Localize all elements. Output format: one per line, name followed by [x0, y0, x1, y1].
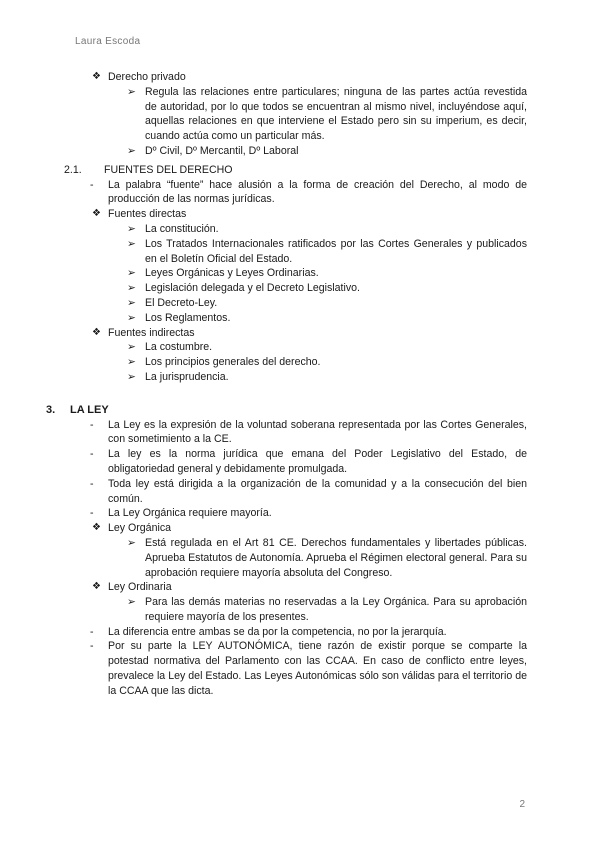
- dash-bullet-icon: -: [90, 178, 94, 191]
- dash-point: [90, 178, 527, 208]
- dash-bullet-icon: -: [90, 418, 94, 431]
- subsection-number: 2.1.: [64, 163, 82, 176]
- dash-point: [90, 447, 527, 477]
- bullet-fuentes-directas: [92, 207, 526, 222]
- arrow-bullet-icon: ➢: [127, 536, 136, 549]
- arrow-bullet-icon: ➢: [127, 356, 136, 369]
- sub-bullet: [127, 296, 527, 311]
- diamond-bullet-icon: ❖: [92, 522, 101, 534]
- sub-bullet: [127, 311, 527, 326]
- dash-point-text: Toda ley está dirigida a la organización de la comunidad y a la consecución del bien común.: [108, 477, 527, 505]
- dash-bullet-icon: -: [90, 625, 94, 638]
- sub-bullet: [127, 370, 527, 385]
- arrow-bullet-icon: ➢: [127, 282, 136, 295]
- bullet-derecho-privado: [92, 70, 526, 85]
- sub-bullet: [127, 266, 527, 281]
- dash-point-text: La Ley Orgánica requiere mayoría.: [108, 507, 272, 520]
- dash-point-text: La palabra “fuente” hace alusión a la forma de creación del Derecho, al modo de producción de las normas jurídicas.: [108, 178, 527, 206]
- page-number: 2: [519, 799, 525, 810]
- section-number: 3.: [46, 403, 56, 416]
- sub-bullet-text: La costumbre.: [145, 341, 213, 354]
- dash-bullet-icon: -: [90, 507, 94, 520]
- sub-bullet: [127, 144, 527, 159]
- bullet-title: Fuentes directas: [108, 208, 187, 221]
- sub-bullet: [127, 222, 527, 237]
- dash-point: [90, 639, 527, 698]
- section-heading: [46, 403, 600, 418]
- sub-bullet: [127, 85, 527, 144]
- sub-bullet: [127, 237, 527, 267]
- document-body: [0, 70, 600, 699]
- dash-point: [90, 506, 527, 521]
- sub-bullet-text: Para las demás materias no reservadas a la Ley Orgánica. Para su aprobación requiere mayoría de los presentes.: [145, 596, 527, 623]
- sub-bullet-text: Legislación delegada y el Decreto Legislativo.: [145, 282, 360, 295]
- dash-point-text: La Ley es la expresión de la voluntad soberana representada por las Cortes Generales, con sometimiento a la CE.: [108, 418, 527, 446]
- arrow-bullet-icon: ➢: [127, 370, 136, 383]
- subsection-title: FUENTES DEL DERECHO: [104, 163, 233, 176]
- arrow-bullet-icon: ➢: [127, 144, 136, 157]
- diamond-bullet-icon: ❖: [92, 71, 101, 82]
- sub-bullet-text: El Decreto-Ley.: [145, 296, 218, 309]
- sub-bullet-text: Los Tratados Internacionales ratificados por las Cortes Generales y publicados en el Boletín Oficial del Estado.: [145, 237, 527, 265]
- sub-bullet: [127, 536, 527, 580]
- bullet-fuentes-indirectas: [92, 326, 526, 341]
- sub-bullet-text: Leyes Orgánicas y Leyes Ordinarias.: [145, 267, 319, 280]
- sub-bullet: [127, 340, 527, 355]
- page-header-author: Laura Escoda: [75, 36, 141, 47]
- sub-bullet-text: Los Reglamentos.: [145, 311, 231, 324]
- bullet-ley-organica: [92, 521, 526, 536]
- sub-bullet-text: La jurisprudencia.: [145, 370, 229, 383]
- dash-bullet-icon: -: [90, 477, 94, 490]
- sub-bullet-text: Los principios generales del derecho.: [145, 356, 321, 369]
- arrow-bullet-icon: ➢: [127, 341, 136, 354]
- sub-bullet-text: La constitución.: [145, 222, 219, 235]
- arrow-bullet-icon: ➢: [127, 596, 136, 609]
- sub-bullet-text: Regula las relaciones entre particulares; ninguna de las partes actúa revestida de autoridad, por lo que todos se encuentran al mismo nivel, incluyéndose aquí, aquellas relaciones en que interviene el Estado pero sin su imperium, es decir, cuando actúa como un particular más.: [145, 85, 527, 143]
- arrow-bullet-icon: ➢: [127, 311, 136, 324]
- dash-bullet-icon: -: [90, 640, 94, 653]
- dash-point-text: La diferencia entre ambas se da por la competencia, no por la jerarquía.: [108, 625, 447, 638]
- arrow-bullet-icon: ➢: [127, 267, 136, 280]
- arrow-bullet-icon: ➢: [127, 296, 136, 309]
- dash-point: [90, 418, 527, 448]
- dash-bullet-icon: -: [90, 448, 94, 461]
- dash-point-text: Por su parte la LEY AUTONÓMICA, tiene razón de existir porque se comparte la potestad normativa del Parlamento con las CCAA. En caso de conflicto entre leyes, prevalece la Ley del Estado. Las Leyes Autonómicas sólo son válidas para el territorio de la CCAA que las dicta.: [108, 640, 527, 697]
- section-title: LA LEY: [70, 403, 109, 416]
- diamond-bullet-icon: ❖: [92, 581, 101, 593]
- bullet-title: Fuentes indirectas: [108, 326, 195, 339]
- arrow-bullet-icon: ➢: [127, 85, 136, 98]
- sub-bullet-text: Está regulada en el Art 81 CE. Derechos fundamentales y libertades públicas. Aprueba Estatutos de Autonomía. Aprueba el Régimen electoral general. Para su aprobación requiere mayoría absoluta del Congreso.: [145, 536, 527, 579]
- arrow-bullet-icon: ➢: [127, 222, 136, 235]
- sub-bullet: [127, 595, 527, 625]
- bullet-title: Ley Orgánica: [108, 522, 172, 535]
- sub-bullet: [127, 355, 527, 370]
- sub-bullet-text: Dº Civil, Dº Mercantil, Dº Laboral: [145, 144, 299, 157]
- dash-point-text: La ley es la norma jurídica que emana del Poder Legislativo del Estado, de obligatoriedad general y debidamente promulgada.: [108, 448, 527, 475]
- bullet-title: Ley Ordinaria: [108, 581, 172, 594]
- diamond-bullet-icon: ❖: [92, 326, 101, 338]
- arrow-bullet-icon: ➢: [127, 237, 136, 250]
- sub-bullet: [127, 281, 527, 296]
- subsection-heading: [64, 163, 527, 178]
- dash-point: [90, 477, 527, 507]
- bullet-ley-ordinaria: [92, 580, 526, 595]
- diamond-bullet-icon: ❖: [92, 208, 101, 220]
- dash-point: [90, 625, 527, 640]
- bullet-title: Derecho privado: [108, 71, 186, 83]
